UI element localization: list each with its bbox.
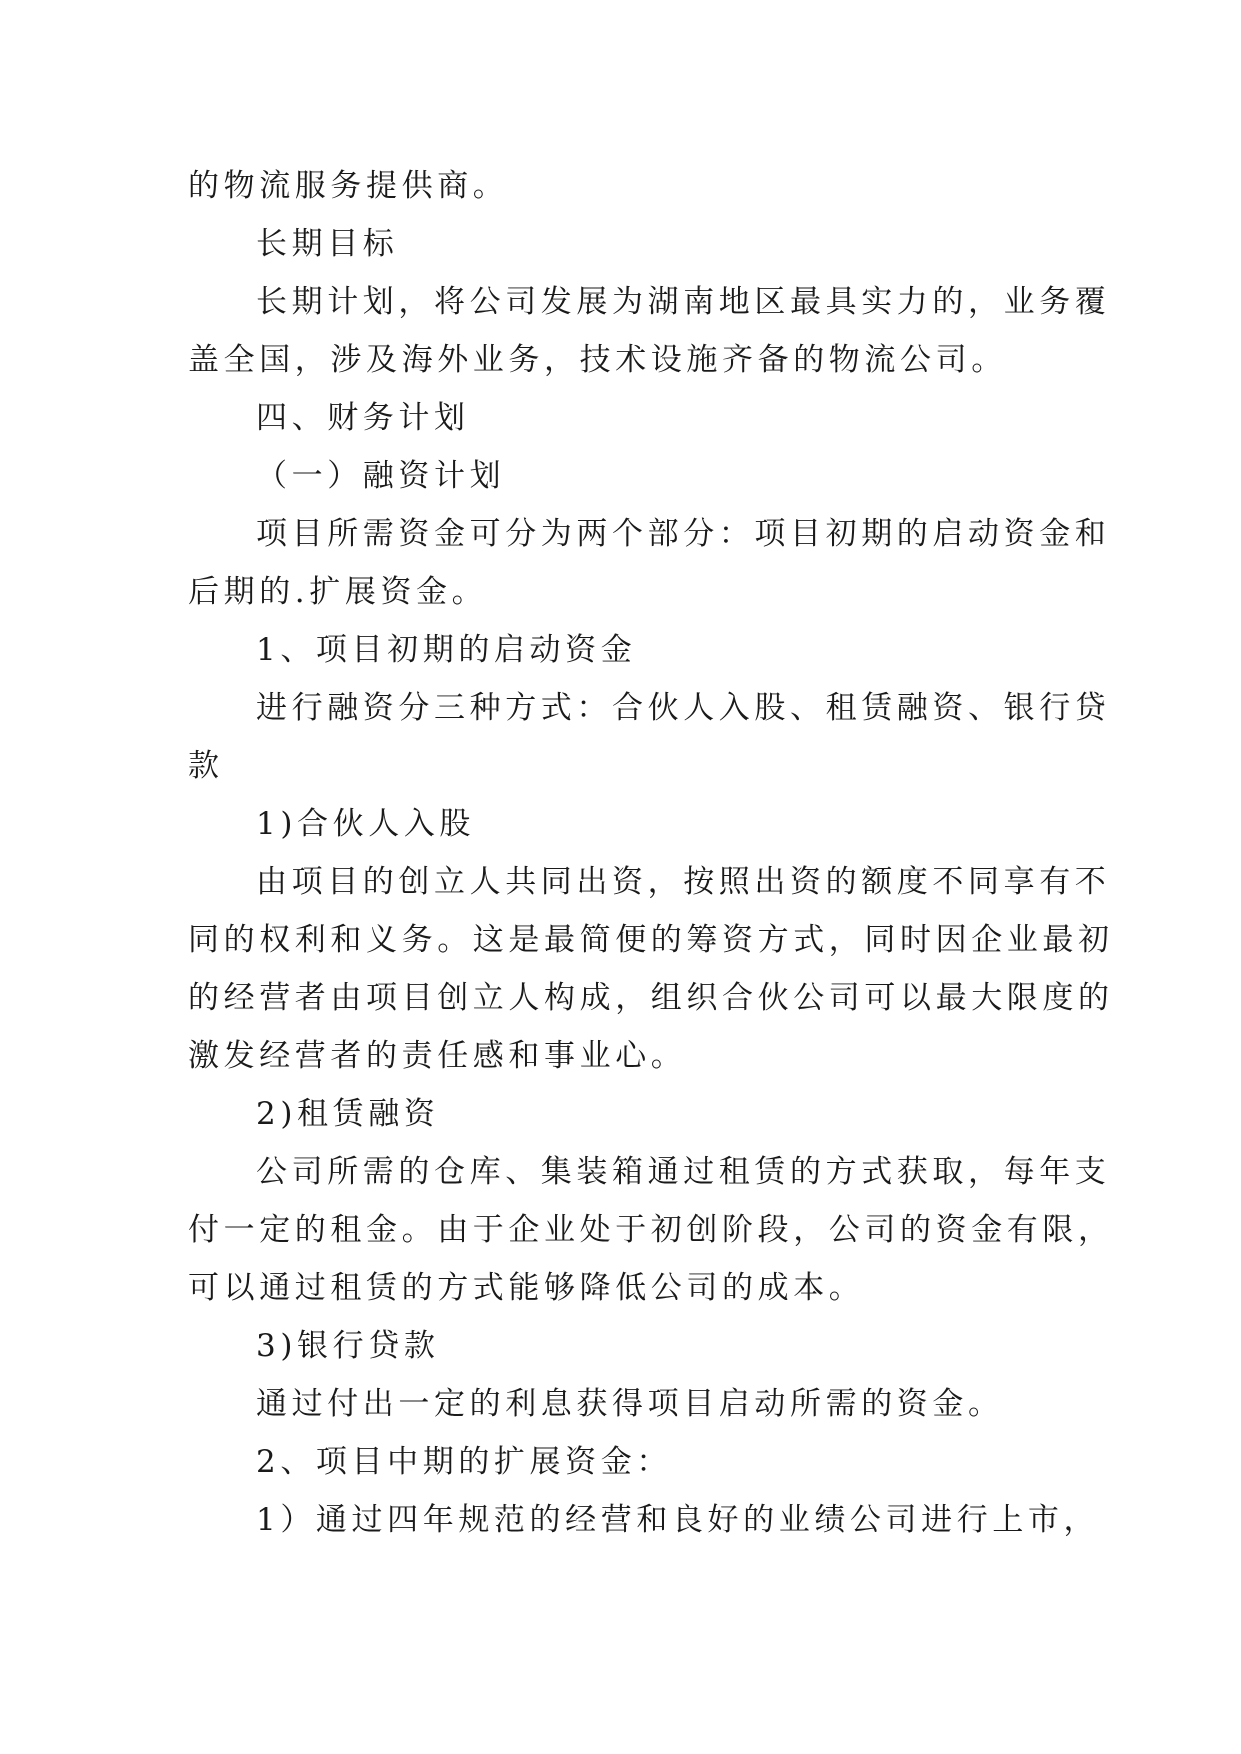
text-line: 进行融资分三种方式：合伙人入股、租赁融资、银行贷 xyxy=(256,690,1111,726)
text-line: 付一定的租金。由于企业处于初创阶段，公司的资金有限， xyxy=(188,1212,1114,1248)
text-line: 公司所需的仓库、集装箱通过租赁的方式获取，每年支 xyxy=(256,1154,1111,1190)
text-line: 1）通过四年规范的经营和良好的业绩公司进行上市， xyxy=(256,1502,1100,1538)
item-heading-initial-capital: 1、项目初期的启动资金 xyxy=(256,632,637,668)
text-line: 的物流服务提供商。 xyxy=(188,168,509,204)
text-line: 通过付出一定的利息获得项目启动所需的资金。 xyxy=(256,1386,1004,1422)
text-line: 款 xyxy=(188,748,224,784)
item-heading-bank-loan: 3)银行贷款 xyxy=(256,1328,440,1364)
item-heading-partner-equity: 1)合伙人入股 xyxy=(256,806,476,842)
item-heading-lease-financing: 2)租赁融资 xyxy=(256,1096,440,1132)
item-heading-expansion-capital: 2、项目中期的扩展资金： xyxy=(256,1444,672,1480)
section-heading-long-term-goal: 长期目标 xyxy=(256,226,399,262)
text-line: 后期的.扩展资金。 xyxy=(188,574,488,610)
text-line: 激发经营者的责任感和事业心。 xyxy=(188,1038,687,1074)
text-line: 的经营者由项目创立人构成，组织合伙公司可以最大限度的 xyxy=(188,980,1114,1016)
text-line: 同的权利和义务。这是最简便的筹资方式，同时因企业最初 xyxy=(188,922,1114,958)
text-line: 由项目的创立人共同出资，按照出资的额度不同享有不 xyxy=(256,864,1111,900)
section-heading-financial-plan: 四、财务计划 xyxy=(256,400,470,436)
subsection-heading-financing-plan: （一）融资计划 xyxy=(256,458,506,494)
document-body xyxy=(188,157,1114,1549)
text-line: 盖全国，涉及海外业务，技术设施齐备的物流公司。 xyxy=(188,342,1007,378)
text-line: 可以通过租赁的方式能够降低公司的成本。 xyxy=(188,1270,865,1306)
text-line: 项目所需资金可分为两个部分：项目初期的启动资金和 xyxy=(256,516,1111,552)
text-line: 长期计划，将公司发展为湖南地区最具实力的，业务覆 xyxy=(256,284,1111,320)
